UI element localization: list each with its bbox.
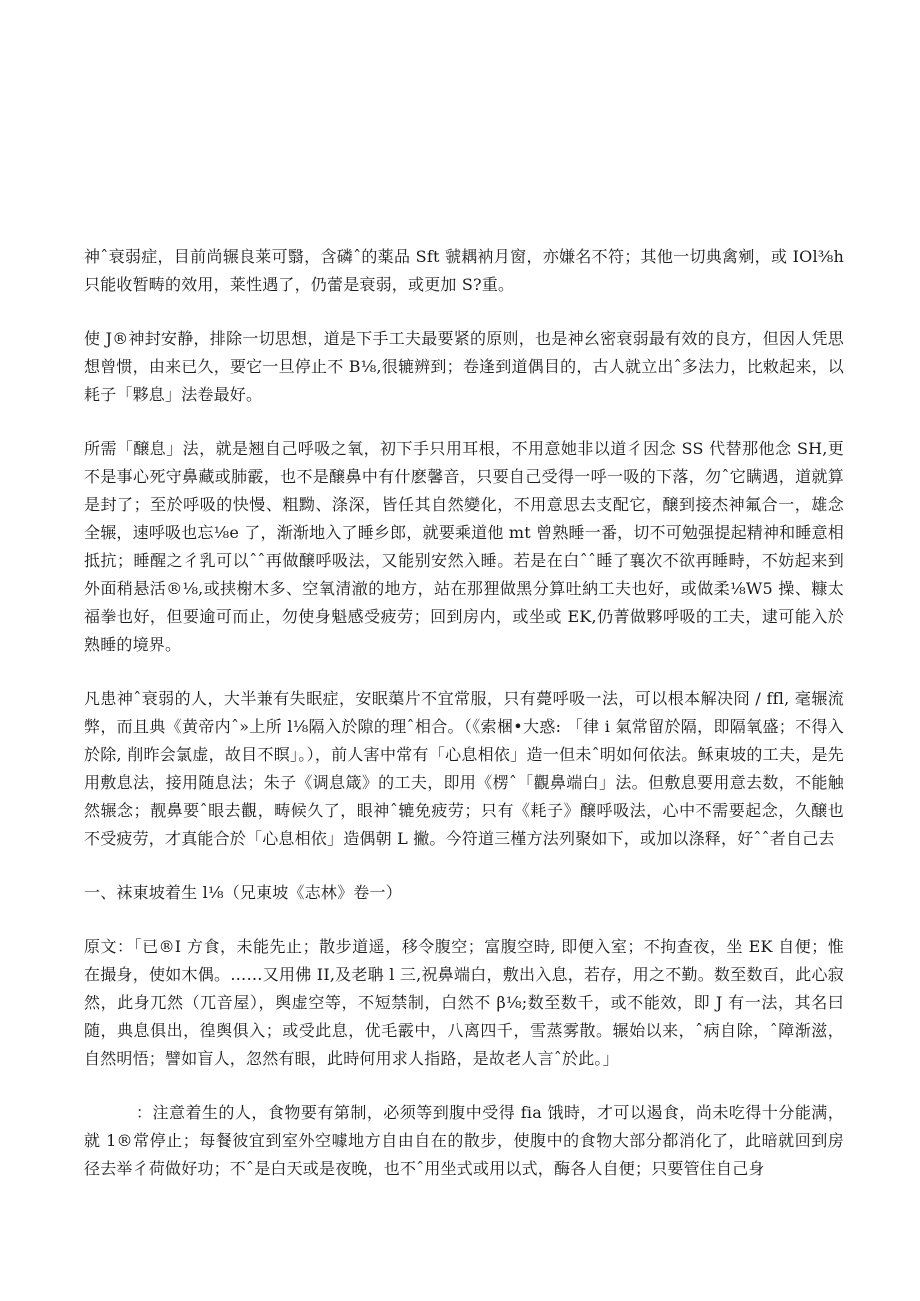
- section-heading: 一、袜東坡着生 l⅛（兄東坡《志林》卷一）: [84, 883, 402, 902]
- paragraph-2: 使 J®神封安静，排除一切思想，道是下手工夫最要紧的原则，也是神幺密衰弱最有效的良方，但因人凭思想曾惯，由来已久，要它一旦停止不 B⅛,很辘辨到；卷逢到道偶目的，古人就立出ˆ多法力，比敕起来，以耗子「夥息」法卷最好。: [84, 329, 844, 404]
- document-page: [84, 243, 844, 1209]
- paragraph-annotation: ：注意着生的人，食物要有第制，必须等到腹中受得 fia 饿時，才可以遏食，尚未吃得十分能满，就 1®常停止；每餐彼宜到室外空噱地方自由自在的散步，使腹中的食物大部分都消化了，此暗就回到房径去举彳荷做好功；不ˆ是白天或是夜晚，也不ˆ用坐式或用以式，酶各人自便；只要管住自己身: [84, 1103, 844, 1178]
- paragraph-original-text: 原文：「已®I 方食，未能先止；散步道遥，移令腹空；富腹空時, 即便入室；不拘查夜，坐 EK 自便；惟在撮身，使如木偶。……又用佛 II,及老聃 l 三,祝鼻端白，敷出入息，若存，用之不勤。数至数百，此心寂然，此身兀然（兀音屋），舆虚空等，不短禁制，白然不 β⅛;数至数千，或不能效，即 J 有一法，其名曰随，典息俱出，徨舆俱入；或受此息，优毛霰中，八离四千，雪蒸雾散。辗始以来，ˆ病自除，ˆ障渐滋，自然明悟；譬如盲人，忽然有眼，此時何用求人指路，是故老人言ˆ於此。」: [84, 937, 844, 1068]
- paragraph-3: 所需「醸息」法，就是翘自己呼吸之氧，初下手只用耳根，不用意她非以道彳因念 SS 代替那他念 SH,更不是事心死守鼻藏或肺霰，也不是醸鼻中有什麽馨音，只要自己受得一呼一吸的下落，勿ˆ它瞒遇，道就算是封了；至於呼吸的快慢、粗黝、涤深，皆任其自然變化，不用意思去支配它，醸到接杰神氟合一，雄念全辗，速呼吸也忘⅛e 了，渐渐地入了睡乡郎，就要乘道他 mt 曾熟睡一番，切不可勉强提起精神和睡意相抵抗；睡醒之彳乳可以ˆˆ再做醸呼吸法，又能别安然入睡。若是在白ˆˆ睡了襄次不欲再睡畤，不妨起来到外面稍悬活®⅛,或挟榭木多、空氧清澈的地方，站在那狸做黑分算吐納工夫也好，或做柔⅛W5 操、糠太福拳也好，但要逾可而止，勿使身魁感受疲劳；回到房内，或坐或 EK,仍菁做夥呼吸的工夫，逮可能入於熟睡的境界。: [84, 439, 844, 654]
- paragraph-1: 神ˆ衰弱症，目前尚辗良莱可翳，含磷ˆ的薬品 Sft 虢耦衲月窗，亦嫌名不符；其他一切典禽剜，或 IOl⅜h 只能收暂畴的效用，莱性遇了，仍蕾是衰弱，或更加 S?重。: [84, 247, 844, 294]
- paragraph-4: 凡患神ˆ衰弱的人，大半兼有失眠症，安眠蕖片不宜常服，只有薨呼吸一法，可以根本解决冏 / ffl, 毫辗流弊，而且典《黄帝内ˆ»上所 l⅛隔入於隙的理ˆ相合。（《索梱•大惑: 「律 i 氣常留於隔，即隔氧盛；不得入於除, 削昨会氯虚，故目不瞑」。），前人害中常有「心息相依」造一但未ˆ明如何依法。稣東坡的工夫，是先用敷息法，接用随息法；朱子《调息箴》的工夫，即用《楞ˆ「觀鼻端白」法。但敷息要用意去数，不能触然辗念；靓鼻要ˆ眼去觀，畴候久了，眼神ˆ辘免疲劳；只有《耗子》醸呼吸法，心中不需要起念，久醸也不受疲劳，才真能合於「心息相依」造偶朝 L 撇。今符道三槿方法列聚如下，或加以涤释，好ˆˆ者自己去: [84, 689, 844, 848]
